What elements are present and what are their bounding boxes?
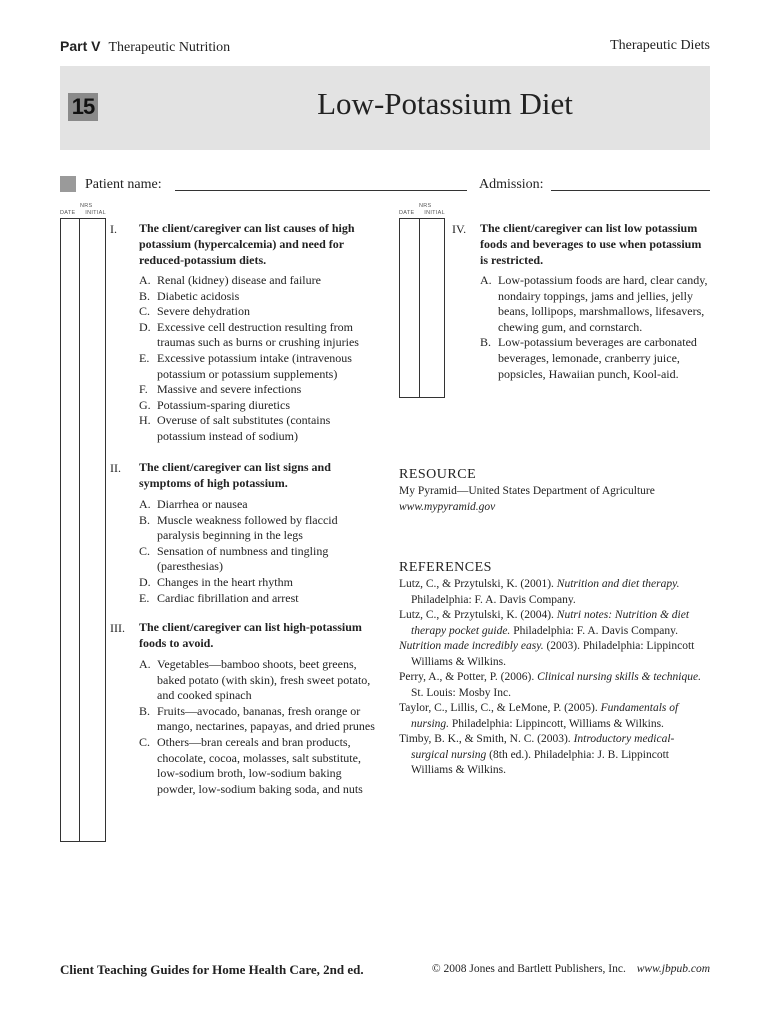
section-2-heading: The client/caregiver can list signs and symptoms of high potassium. (139, 460, 331, 490)
list-item: A. Diarrhea or nausea (139, 497, 248, 511)
section-3-list (139, 657, 377, 797)
section-2-number: II. (110, 461, 121, 475)
footer-copyright: © 2008 Jones and Bartlett Publishers, Inc. (431, 963, 626, 975)
section-4-list (480, 273, 712, 382)
references-list (399, 577, 711, 779)
date-label: DATE (60, 210, 76, 216)
list-item: B. Muscle weakness followed by flaccid paralysis beginning in the legs (139, 512, 338, 543)
list-item: C. Others—bran cereals and bran products, chocolate, cocoa, molasses, salt substitute, low-sodium broth, low-sodium baking powder, low-sodium baking soda, and nuts (139, 734, 363, 796)
reference-item: Taylor, C., Lillis, C., & LeMone, P. (2005). Fundamentals of nursing. Philadelphia: Lippincott, Williams & Wilkins. (399, 702, 679, 730)
patient-name-field[interactable] (175, 190, 467, 191)
section-1-heading: The client/caregiver can list causes of high potassium (hypercalcemia) and need for reduced-potassium diets. (139, 221, 355, 267)
list-item: E. Cardiac fibrillation and arrest (139, 590, 299, 605)
patient-name-label: Patient name: (85, 177, 162, 192)
list-item: D. Excessive cell destruction resulting from traumas such as burns or crushing injuries (139, 319, 359, 350)
list-item: E. Excessive potassium intake (intravenous potassium or potassium supplements) (139, 350, 352, 381)
list-item: B. Diabetic acidosis (139, 288, 240, 303)
section-4-number: IV. (452, 222, 467, 236)
initial-label: INITIAL (85, 210, 106, 216)
list-item: A. Vegetables—bamboo shoots, beet greens, baked potato (with skin), fresh sweet potato, and cooked spinach (139, 657, 371, 703)
resource-heading: RESOURCE (399, 467, 477, 482)
nrs-column-header-left (60, 203, 106, 217)
list-item: B. Low-potassium beverages are carbonated beverages, lemonade, cranberry juice, popsicles, Hawaiian punch, Kool-aid. (480, 335, 697, 381)
reference-item: Nutrition made incredibly easy. (2003). Philadelphia: Lippincott Williams & Wilkins. (399, 640, 695, 668)
part-title: Therapeutic Nutrition (108, 40, 231, 55)
reference-item: Timby, B. K., & Smith, N. C. (2003). Introductory medical-surgical nursing (8th ed.). Philadelphia: J. B. Lippincott Williams & Wilkins. (399, 733, 675, 776)
reference-item: Lutz, C., & Przytulski, K. (2004). Nutri notes: Nutrition & diet therapy pocket guide. Philadelphia: F. A. Davis Company. (399, 609, 690, 637)
list-item: F. Massive and severe infections (139, 382, 302, 397)
resource-link[interactable]: www.mypyramid.gov (399, 501, 496, 513)
checklist-divider-left (79, 218, 80, 842)
part-label: Part V (60, 38, 101, 54)
running-header-right: Therapeutic Diets (610, 38, 710, 53)
running-header-left (60, 38, 230, 56)
reference-item: Perry, A., & Potter, P. (2006). Clinical nursing skills & technique. St. Louis: Mosby Inc. (399, 671, 701, 699)
section-4-heading: The client/caregiver can list low potassium foods and beverages to use when potassium is restricted. (480, 221, 702, 267)
chapter-number: 15 (68, 93, 98, 121)
checklist-box-right[interactable] (399, 218, 445, 398)
references-heading: REFERENCES (399, 560, 492, 575)
section-1-number: I. (110, 222, 117, 236)
footer-right (432, 963, 710, 975)
section-1-list (139, 273, 377, 445)
list-item: G. Potassium-sparing diuretics (139, 397, 290, 412)
initial-label: INITIAL (424, 210, 445, 216)
resource-line: My Pyramid—United States Department of Agriculture (399, 485, 655, 497)
section-3-number: III. (110, 621, 125, 635)
list-item: D. Changes in the heart rhythm (139, 574, 293, 589)
list-item: C. Sensation of numbness and tingling (paresthesias) (139, 543, 329, 574)
list-item: B. Fruits—avocado, bananas, fresh orange or mango, nectarines, papayas, and dried prunes (139, 703, 375, 734)
footer-book-title: Client Teaching Guides for Home Health Care, 2nd ed. (60, 962, 364, 977)
nrs-column-header-right (399, 203, 445, 217)
reference-item: Lutz, C., & Przytulski, K. (2001). Nutrition and diet therapy. Philadelphia: F. A. Davis Company. (399, 578, 680, 606)
list-item: A. Low-potassium foods are hard, clear candy, nondairy toppings, jams and jellies, jelly beans, lollipops, marshmallows, lifesavers, chewing gum, and cornstarch. (480, 273, 708, 334)
list-item: H. Overuse of salt substitutes (contains potassium instead of sodium) (139, 413, 331, 443)
footer-url[interactable]: www.jbpub.com (636, 963, 710, 975)
section-3-heading: The client/caregiver can list high-potassium foods to avoid. (139, 620, 362, 650)
nrs-label: NRS (80, 203, 93, 209)
checklist-divider-right (419, 218, 420, 398)
date-label: DATE (399, 210, 415, 216)
section-2-list (139, 497, 377, 606)
section-marker-icon (60, 176, 76, 192)
page-title: Low-Potassium Diet (317, 86, 573, 121)
nrs-label: NRS (419, 203, 432, 209)
admission-label: Admission: (479, 177, 544, 192)
checklist-box-left[interactable] (60, 218, 106, 842)
list-item: A. Renal (kidney) disease and failure (139, 273, 321, 287)
admission-field[interactable] (551, 190, 710, 191)
list-item: C. Severe dehydration (139, 304, 250, 319)
